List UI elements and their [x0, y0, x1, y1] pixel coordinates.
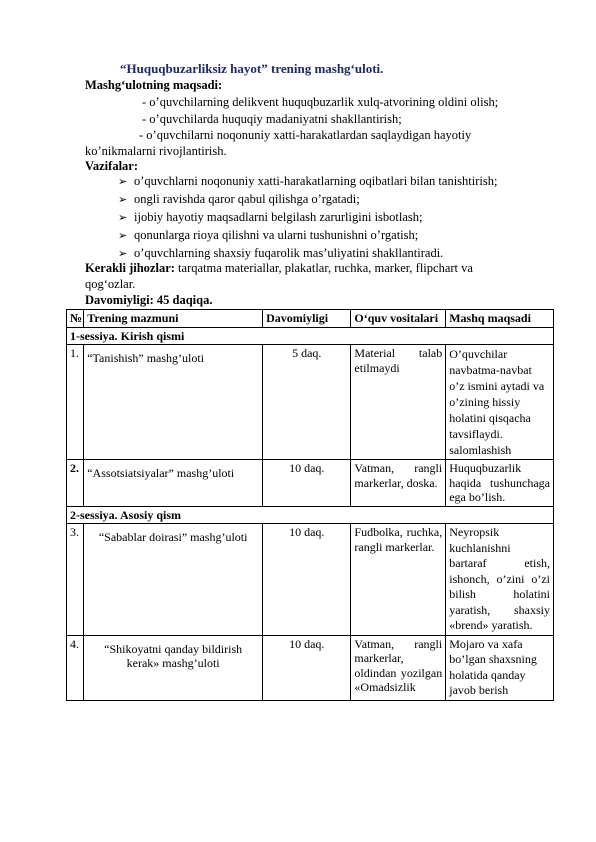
arrow-bullet-icon: ➢ [118, 212, 128, 224]
session-2-label: 2-sessiya. Asosiy qism [67, 506, 554, 524]
table-row [67, 345, 554, 460]
task-item: ➢ o’quvchlarning shaxsiy fuqarolik mas’uliyatini shakllantiradi. [118, 245, 497, 263]
table-row [67, 524, 554, 636]
goal-item-2: - o’quvchilarda huquqiy madaniyatni shakllantirish; [142, 112, 402, 126]
row-no: 4. [67, 635, 84, 700]
row-content: “Tanishish” mashg’uloti [84, 345, 263, 460]
row-tools: Material talab etilmaydi [351, 345, 446, 460]
document-title: “Huquqbuzarliksiz hayot” trening mashg‘uloti. [120, 61, 384, 76]
row-duration: 10 daq. [263, 460, 351, 507]
table-row [67, 460, 554, 507]
goal-item-1: - o’quvchilarning delikvent huquqbuzarlik xulq-atvorining oldini olish; [142, 95, 499, 109]
row-duration: 5 daq. [263, 345, 351, 460]
table-header-row [67, 310, 554, 328]
goal-item-3: - o’quvchilarni noqonuniy xatti-harakatlardan saqlaydigan hayotiy [139, 128, 472, 142]
header-tools: O‘quv vositalari [351, 310, 446, 328]
table-row [67, 635, 554, 700]
row-duration: 10 daq. [263, 635, 351, 700]
arrow-bullet-icon: ➢ [118, 248, 128, 260]
row-content: “Sabablar doirasi” mashg’uloti [84, 524, 263, 636]
goal-item-3-cont: ko’nikmalarni rivojlantirish. [85, 144, 227, 158]
row-content: “Assotsiatsiyalar” mashg’uloti [84, 460, 263, 507]
row-no: 2. [67, 460, 84, 507]
session-row [67, 506, 554, 524]
header-no: № [67, 310, 84, 328]
tasks-heading: Vazifalar: [85, 159, 138, 173]
row-goal: O’quvchilar navbatma-navbat o’z ismini aytadi va o’zining hissiy holatini qisqacha tavsiflaydi. salomlashish [446, 345, 554, 460]
header-goal: Mashq maqsadi [446, 310, 554, 328]
tasks-list [118, 173, 497, 263]
row-tools: Vatman, rangli markerlar, doska. [351, 460, 446, 507]
task-item: ➢ qonunlarga rioya qilishni va ularni tushunishni o’rgatish; [118, 227, 497, 245]
row-content: “Shikoyatni qanday bildirish kerak» mashg’uloti [84, 635, 263, 700]
arrow-bullet-icon: ➢ [118, 176, 128, 188]
row-no: 3. [67, 524, 84, 636]
row-goal: Huquqbuzarlik haqida tushunchaga ega bo’lish. [446, 460, 554, 507]
training-table [66, 309, 554, 701]
header-content: Trening mazmuni [84, 310, 263, 328]
arrow-bullet-icon: ➢ [118, 230, 128, 242]
task-item: ➢ o’quvchlarni noqonuniy xatti-harakatlarning oqibatlari bilan tanishtirish; [118, 173, 497, 191]
arrow-bullet-icon: ➢ [118, 194, 128, 206]
task-item: ➢ ongli ravishda qaror qabul qilishga o’rgatadi; [118, 191, 497, 209]
equipment-text-cont: qog‘ozlar. [85, 277, 136, 291]
row-duration: 10 daq. [263, 524, 351, 636]
row-no: 1. [67, 345, 84, 460]
task-item: ➢ ijobiy hayotiy maqsadlarni belgilash zarurligini isbotlash; [118, 209, 497, 227]
equipment-line [85, 261, 473, 275]
row-goal: Neyropsik kuchlanishni bartaraf etish, ishonch, o’zini o’zi bilish holatini yaratish, shaxsiy «brend» yaratish. [446, 524, 554, 636]
duration-label: Davomiyligi: 45 daqiqa. [85, 293, 213, 307]
header-duration: Davomiyligi [263, 310, 351, 328]
goals-heading: Mashg‘ulotning maqsadi: [85, 78, 223, 92]
row-tools: Vatman, rangli markerlar, oldindan yozilgan «Omadsizlik [351, 635, 446, 700]
row-tools: Fudbolka, ruchka, rangli markerlar. [351, 524, 446, 636]
session-1-label: 1-sessiya. Kirish qismi [67, 327, 554, 345]
session-row [67, 327, 554, 345]
row-goal: Mojaro va xafa bo’lgan shaxsning holatida qanday javob berish [446, 635, 554, 700]
equipment-label: Kerakli jihozlar: [85, 261, 175, 275]
equipment-text: tarqatma materiallar, plakatlar, ruchka, marker, flipchart va [174, 261, 473, 275]
